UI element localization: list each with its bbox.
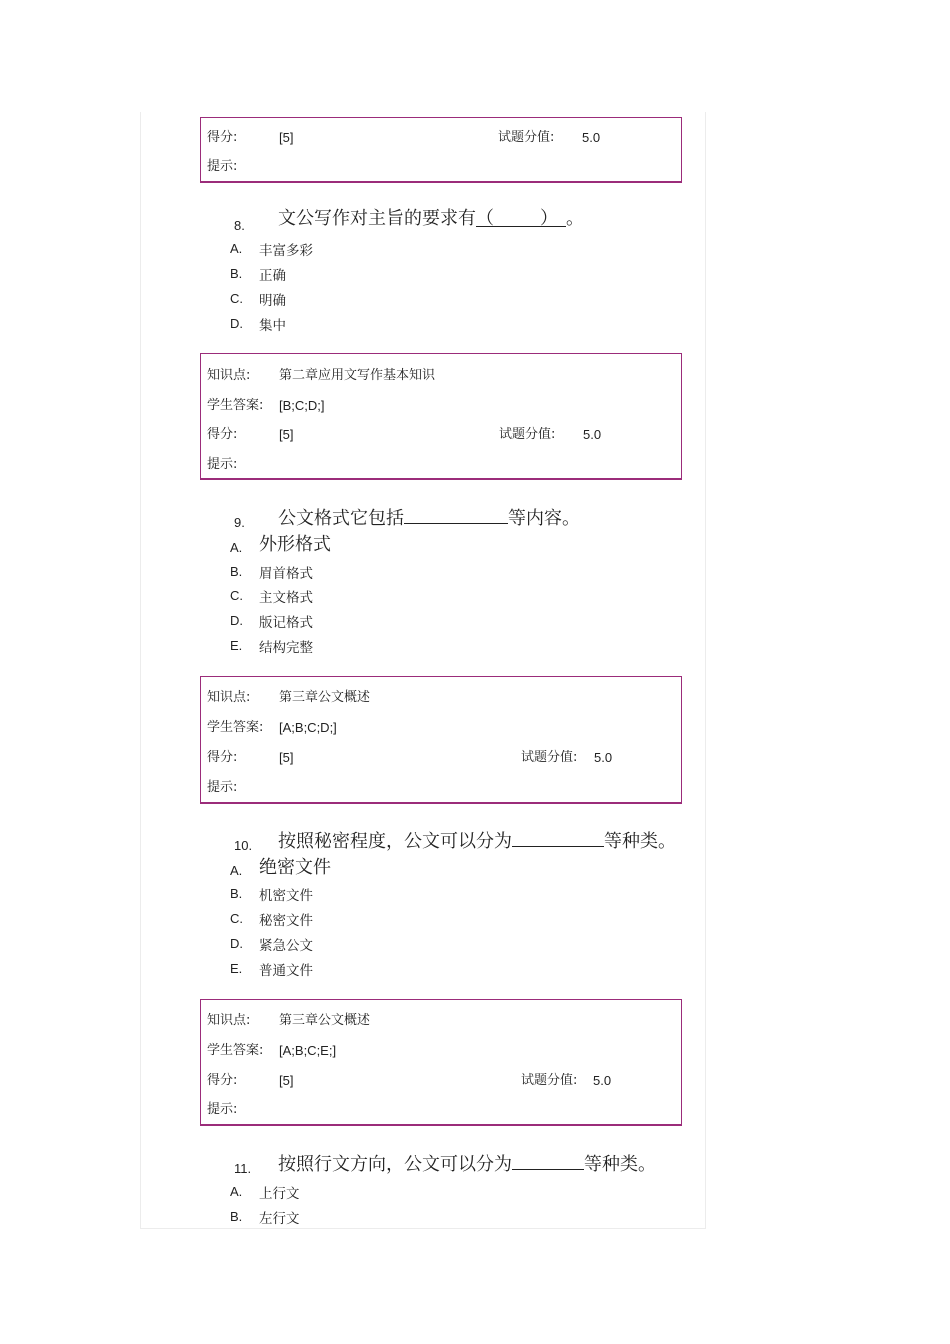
result-box-q7 [200,117,682,183]
q9-option-c-text: 主文格式 [259,590,313,606]
score-value-number: 5.0 [594,750,613,765]
score-value-label: 试题分值: [498,130,555,145]
score-value: [5] [279,427,294,442]
question-9-blank [404,505,508,524]
question-11-text-after: 等种类。 [584,1154,656,1175]
knowledge-label: 知识点: [207,1013,251,1028]
result-box-q8 [200,353,682,480]
q9-option-b-letter: B. [230,564,243,579]
q9-option-a-text: 外形格式 [259,534,331,555]
score-value-label: 试题分值: [521,750,578,765]
question-9-text [278,505,580,530]
result-box-q9 [200,676,682,804]
q9-option-d-text: 版记格式 [259,615,313,631]
q8-option-a-text: 丰富多彩 [259,243,313,259]
q9-option-d-letter: D. [230,613,243,628]
q8-option-c-text: 明确 [259,293,286,309]
result-box-q10 [200,999,682,1126]
score-label: 得分: [207,750,238,765]
question-10-text-after: 等种类。 [604,831,676,852]
knowledge-label: 知识点: [207,690,251,705]
q10-option-c-text: 秘密文件 [259,913,313,929]
answer-label: 学生答案: [207,1043,264,1058]
q8-option-b-text: 正确 [259,268,286,284]
score-label: 得分: [207,427,238,442]
q10-option-a-text: 绝密文件 [259,857,331,878]
score-value-number: 5.0 [583,427,602,442]
score-value: [5] [279,1073,294,1088]
hint-label: 提示: [207,1102,238,1117]
score-value-number: 5.0 [582,130,601,145]
q9-option-a-letter: A. [230,540,243,555]
q11-option-b-text: 左行文 [259,1211,300,1227]
q11-option-b-letter: B. [230,1209,243,1224]
q10-option-b-text: 机密文件 [259,888,313,904]
q8-option-d-letter: D. [230,316,243,331]
question-8-number: 8. [234,218,245,233]
question-8-paren-open: （ [476,208,494,229]
answer-label: 学生答案: [207,720,264,735]
knowledge-value: 第二章应用文写作基本知识 [279,368,436,383]
knowledge-label: 知识点: [207,368,251,383]
q10-option-d-letter: D. [230,936,243,951]
question-8-blank [476,208,566,227]
question-10-text-before: 按照秘密程度，公文可以分为 [278,831,512,852]
q10-option-e-text: 普通文件 [259,963,313,979]
answer-value: [B;C;D;] [279,398,325,413]
hint-label: 提示: [207,780,238,795]
q8-option-c-letter: C. [230,291,243,306]
q11-option-a-text: 上行文 [259,1186,300,1202]
question-8-paren-close: ） [540,208,558,229]
question-8-text [278,208,584,230]
question-9-number: 9. [234,515,245,530]
score-label: 得分: [207,1073,238,1088]
answer-label: 学生答案: [207,398,264,413]
q9-option-e-text: 结构完整 [259,640,313,656]
answer-value: [A;B;C;E;] [279,1043,337,1058]
score-value-label: 试题分值: [521,1073,578,1088]
q11-option-a-letter: A. [230,1184,243,1199]
q8-option-d-text: 集中 [259,318,286,334]
question-11-blank [512,1151,584,1170]
question-10-blank [512,828,604,847]
q8-option-a-letter: A. [230,241,243,256]
question-8-text-before: 文公写作对主旨的要求有 [278,208,476,229]
question-10-text [278,828,676,853]
hint-label: 提示: [207,159,238,174]
knowledge-value: 第三章公文概述 [279,1013,371,1028]
q10-option-d-text: 紧急公文 [259,938,313,954]
q10-option-b-letter: B. [230,886,243,901]
knowledge-value: 第三章公文概述 [279,690,371,705]
score-value: [5] [279,130,294,145]
question-8-text-after: 。 [566,208,584,229]
q9-option-e-letter: E. [230,638,243,653]
q9-option-b-text: 眉首格式 [259,566,313,582]
q10-option-a-letter: A. [230,863,243,878]
score-value-number: 5.0 [593,1073,612,1088]
question-11-number: 11. [234,1161,252,1176]
question-11-text [278,1151,656,1176]
score-label: 得分: [207,130,238,145]
hint-label: 提示: [207,457,238,472]
question-9-text-after: 等内容。 [508,508,580,529]
score-value-label: 试题分值: [499,427,556,442]
q9-option-c-letter: C. [230,588,243,603]
question-10-number: 10. [234,838,253,853]
score-value: [5] [279,750,294,765]
answer-value: [A;B;C;D;] [279,720,337,735]
question-9-text-before: 公文格式它包括 [278,508,404,529]
q8-option-b-letter: B. [230,266,243,281]
question-11-text-before: 按照行文方向，公文可以分为 [278,1154,512,1175]
q10-option-e-letter: E. [230,961,243,976]
q10-option-c-letter: C. [230,911,243,926]
